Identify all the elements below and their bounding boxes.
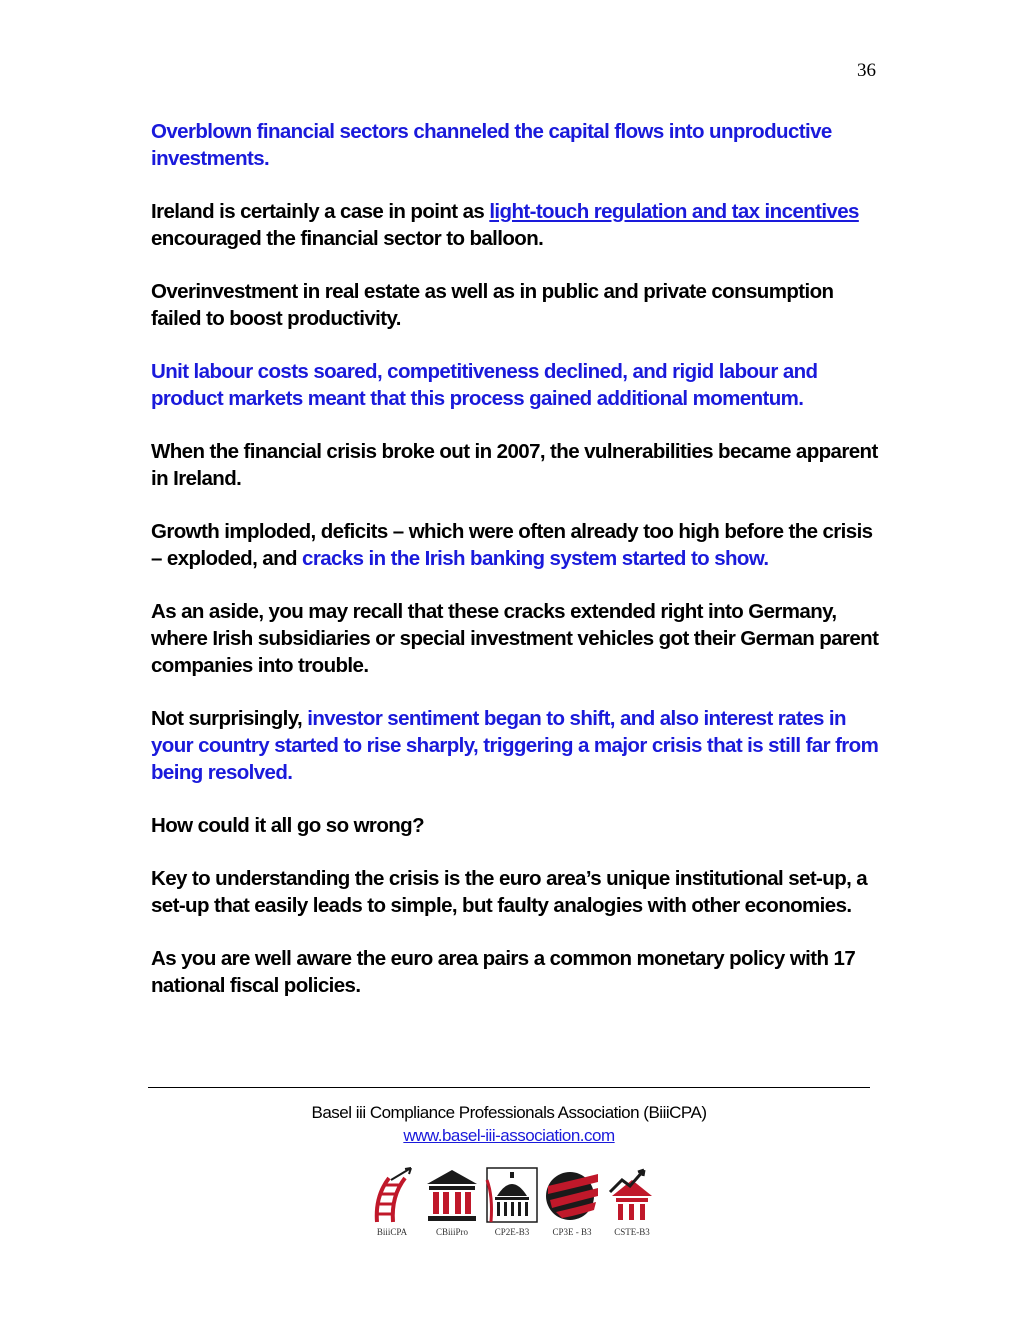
paragraph-1: Overblown financial sectors channeled the capital flows into unproductive investments. [151, 120, 832, 170]
capitol-dome-icon [485, 1166, 539, 1224]
paragraph-4: Unit labour costs soared, competitiveness declined, and rigid labour and product markets meant that this process gained additional momentum. [151, 360, 818, 410]
paragraph-10: Key to understanding the crisis is the euro area’s unique institutional set-up, a set-up that easily leads to simple, but faulty analogies with other economies. [151, 867, 868, 917]
paragraph-8 [151, 705, 881, 786]
footer-divider [148, 1087, 870, 1088]
paragraph-2 [151, 198, 881, 252]
paragraph-6-highlight: cracks in the Irish banking system started to show. [302, 547, 769, 570]
logo-cp2e-b3 [484, 1166, 540, 1246]
footer [148, 1101, 870, 1147]
logo-biiicpa [364, 1166, 420, 1246]
logo-cbiiipro [424, 1166, 480, 1246]
association-logos [364, 1166, 664, 1246]
paragraph-2-text-end: encouraged the financial sector to balloon. [151, 227, 544, 250]
paragraph-6-text: Growth imploded, deficits – which were often already too high before the crisis – exploded, and [151, 520, 873, 570]
footer-website-link[interactable]: www.basel-iii-association.com [403, 1126, 615, 1145]
paragraph-6 [151, 518, 881, 572]
paragraph-2-text-start: Ireland is certainly a case in point as [151, 200, 490, 223]
logo-cp3e-b3 [544, 1166, 600, 1246]
paragraph-11: As you are well aware the euro area pairs a common monetary policy with 17 national fiscal policies. [151, 947, 856, 997]
regulation-link[interactable]: light-touch regulation and tax incentives [489, 200, 859, 223]
logo-label: CP2E-B3 [494, 1227, 530, 1237]
paragraph-8-highlight: investor sentiment began to shift, and also interest rates in your country started to rise sharply, triggering a major crisis that is still far from being resolved. [151, 707, 879, 784]
page-number: 36 [857, 60, 876, 81]
paragraph-5: When the financial crisis broke out in 2007, the vulnerabilities became apparent in Ireland. [151, 440, 878, 490]
paragraph-8-text: Not surprisingly, [151, 707, 308, 730]
logo-label: BiiiCPA [376, 1227, 408, 1237]
paragraph-7: As an aside, you may recall that these cracks extended right into Germany, where Irish subsidiaries or special investment vehicles got their German parent companies into trouble. [151, 600, 879, 677]
logo-cste-b3 [604, 1166, 660, 1246]
logo-label: CBiiiPro [435, 1227, 468, 1237]
paragraph-9: How could it all go so wrong? [151, 814, 425, 837]
building-chart-icon [608, 1166, 656, 1224]
footer-org-name: Basel iii Compliance Professionals Association (BiiiCPA) [311, 1103, 707, 1122]
globe-stripes-icon [544, 1166, 600, 1224]
logo-label: CP3E - B3 [552, 1227, 592, 1237]
bank-columns-icon [425, 1166, 479, 1224]
document-body [151, 118, 881, 1025]
ladder-arrow-icon [367, 1166, 417, 1224]
logo-label: CSTE-B3 [614, 1227, 650, 1237]
paragraph-3: Overinvestment in real estate as well as in public and private consumption failed to boost productivity. [151, 280, 834, 330]
